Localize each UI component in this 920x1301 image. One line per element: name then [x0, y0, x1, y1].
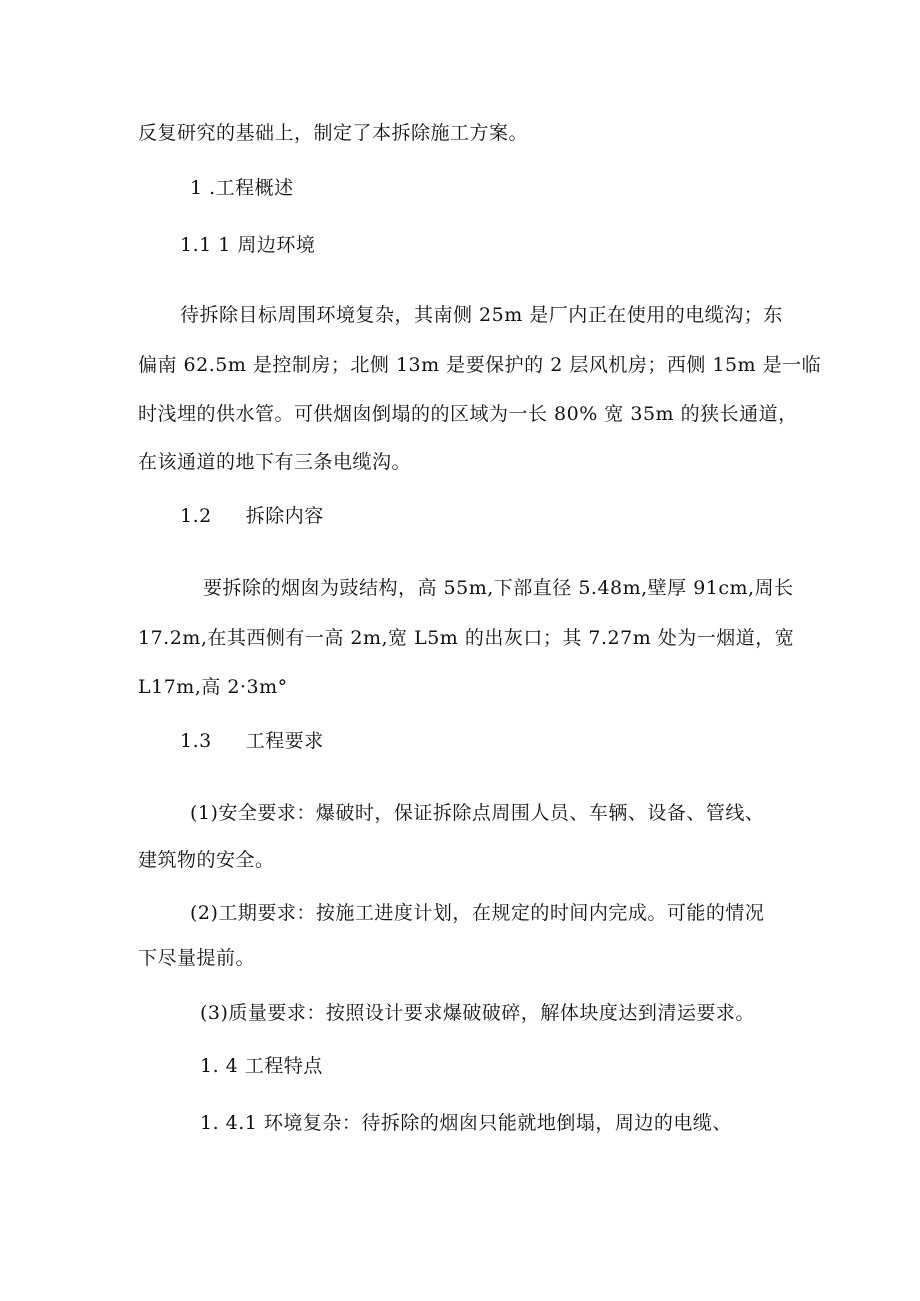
paragraph-line — [0, 625, 920, 651]
paragraph-line — [0, 352, 920, 378]
section-1-3-heading — [0, 728, 920, 754]
requirement-item — [0, 945, 920, 971]
requirement-text: 下尽量提前。 — [138, 947, 256, 969]
section-1-4-heading-text: 1. 4 工程特点 — [200, 1055, 323, 1077]
section-title: 拆除内容 — [245, 505, 324, 527]
section-1-4-heading — [0, 1053, 920, 1079]
requirement-text: (3)质量要求：按照设计要求爆破破碎，解体块度达到清运要求。 — [200, 1002, 755, 1024]
intro-tail-line — [0, 120, 920, 146]
requirement-text: 建筑物的安全。 — [138, 849, 275, 871]
section-1-heading-text: 1 .工程概述 — [190, 177, 294, 199]
section-1-heading — [0, 175, 920, 201]
section-1-1-heading — [0, 232, 920, 258]
requirement-item — [0, 847, 920, 873]
paragraph-text: L17m,高 2·3m° — [138, 676, 288, 698]
section-1-2-heading — [0, 503, 920, 529]
section-number: 1.2 — [180, 505, 212, 527]
intro-tail-text: 反复研究的基础上，制定了本拆除施工方案。 — [138, 122, 529, 144]
section-number: 1.3 — [180, 730, 212, 752]
paragraph-text: 偏南 62.5m 是控制房；北侧 13m 是要保护的 2 层风机房；西侧 15m 是一临 — [138, 354, 822, 376]
section-1-1-heading-text: 1.1 1 周边环境 — [180, 234, 316, 256]
paragraph-text: 在该通道的地下有三条电缆沟。 — [138, 451, 412, 473]
paragraph-line — [0, 302, 920, 328]
paragraph-text: 待拆除目标周围环境复杂，其南侧 25m 是厂内正在使用的电缆沟；东 — [180, 304, 783, 326]
paragraph-text: 要拆除的烟囱为豉结构，高 55m,下部直径 5.48m,壁厚 91cm,周长 — [203, 577, 794, 599]
paragraph-line — [0, 401, 920, 427]
paragraph-line — [0, 674, 920, 700]
paragraph-text: 时浅埋的供水管。可供烟囱倒塌的的区域为一长 80% 宽 35m 的狭长通道， — [138, 403, 798, 425]
requirement-text: (2)工期要求：按施工进度计划，在规定的时间内完成。可能的情况 — [190, 902, 765, 924]
subsection-text: 1. 4.1 环境复杂：待拆除的烟囱只能就地倒塌，周边的电缆、 — [200, 1112, 732, 1134]
requirement-text: (1)安全要求：爆破时，保证拆除点周围人员、车辆、设备、管线、 — [190, 802, 765, 824]
requirement-item — [0, 800, 920, 826]
paragraph-line — [0, 575, 920, 601]
paragraph-line — [0, 449, 920, 475]
requirement-item — [0, 900, 920, 926]
section-title: 工程要求 — [245, 730, 324, 752]
requirement-item — [0, 1000, 920, 1026]
subsection-line — [0, 1110, 920, 1136]
paragraph-text: 17.2m,在其西侧有一高 2m,宽 L5m 的出灰口；其 7.27m 处为一烟道，宽 — [138, 627, 795, 649]
